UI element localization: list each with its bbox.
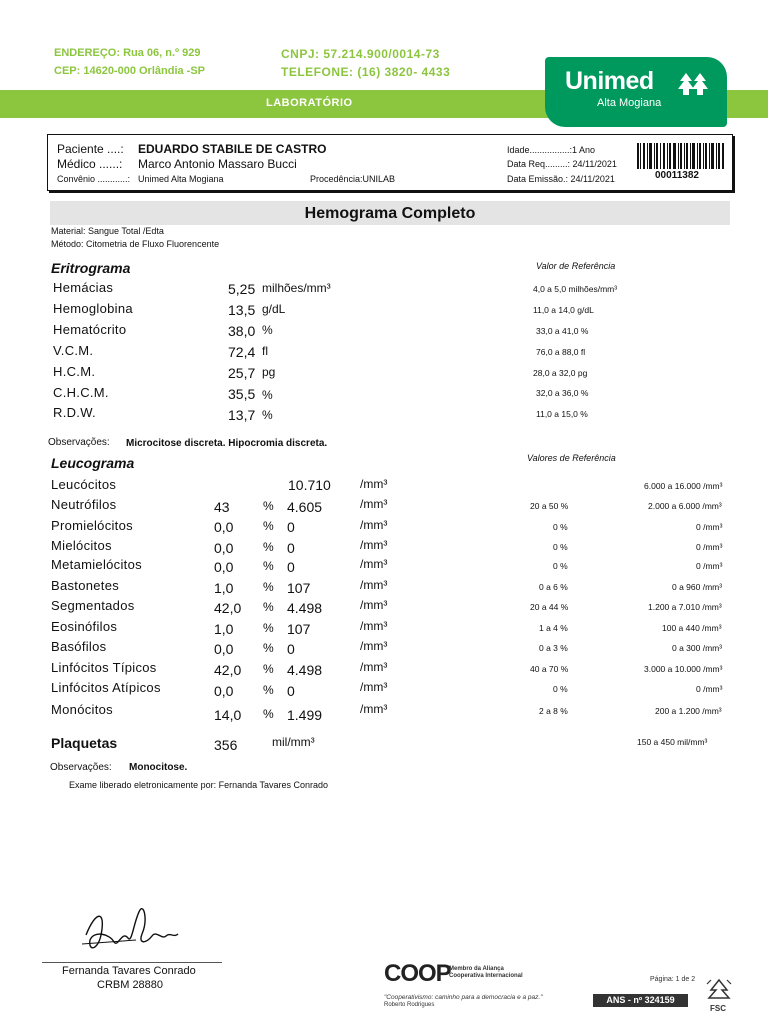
leuco-ref-pct: 0 % xyxy=(553,542,568,552)
leuco-ref-pct: 20 a 44 % xyxy=(530,602,569,612)
leuco-abs: 0 xyxy=(287,519,295,535)
cep-label: CEP: xyxy=(54,65,81,77)
insurance-value: Unimed Alta Mogiana xyxy=(138,174,224,184)
leuco-pct: 43 xyxy=(214,499,230,515)
fsc-tree-icon xyxy=(705,978,733,1004)
eritrograma-obs-label: Observações: xyxy=(48,437,110,448)
leuco-ref-abs: 0 a 300 /mm³ xyxy=(672,643,723,653)
exam-title: Hemograma Completo xyxy=(304,205,476,222)
erit-value: 35,5 xyxy=(228,386,256,402)
leuco-pct-sign: % xyxy=(263,621,274,635)
patient-name: EDUARDO STABILE DE CASTRO xyxy=(138,142,327,156)
leuco-label: Segmentados xyxy=(51,598,135,613)
leuco-ref-abs: 0 /mm³ xyxy=(696,561,723,571)
plaquetas-value: 356 xyxy=(214,737,238,753)
leuco-ref-pct: 0 a 6 % xyxy=(539,582,568,592)
eritrograma-ref-title: Valor de Referência xyxy=(536,261,616,271)
erit-unit: pg xyxy=(262,365,276,379)
section-title: LABORATÓRIO xyxy=(266,97,353,109)
leuco-pct: 14,0 xyxy=(214,707,242,723)
leuco-ref-abs: 3.000 a 10.000 /mm³ xyxy=(644,664,723,674)
leuco-pct-sign: % xyxy=(263,707,274,721)
cnpj-value: 57.214.900/0014-73 xyxy=(323,47,440,61)
erit-ref: 33,0 a 41,0 % xyxy=(536,326,589,336)
leuco-ref-pct: 0 % xyxy=(553,561,568,571)
leuco-label: Leucócitos xyxy=(51,477,117,492)
leuco-label: Eosinófilos xyxy=(51,619,118,634)
emit-date-value: 24/11/2021 xyxy=(570,174,615,184)
cnpj-line xyxy=(281,47,440,61)
erit-label: R.D.W. xyxy=(53,405,96,420)
leuco-ref-abs: 6.000 a 16.000 /mm³ xyxy=(644,481,723,491)
exam-method: Método: Citometria de Fluxo Fluorencente xyxy=(51,239,220,249)
leuco-pct-sign: % xyxy=(263,519,274,533)
leuco-pct-sign: % xyxy=(263,662,274,676)
leuco-abs: 1.499 xyxy=(287,707,323,723)
erit-label: Hemoglobina xyxy=(53,301,133,316)
emit-date-line xyxy=(507,174,615,184)
leuco-ref-pct: 20 a 50 % xyxy=(530,501,569,511)
signer-registry: CRBM 28880 xyxy=(97,979,164,991)
origin-label: Procedência: xyxy=(310,174,363,184)
plaquetas-obs-label: Observações: xyxy=(50,762,112,773)
coop-logo: COOP xyxy=(384,960,451,987)
exam-material: Material: Sangue Total /Edta xyxy=(51,226,164,236)
cep-line xyxy=(54,65,205,77)
signature-line xyxy=(42,962,222,963)
fsc-label: FSC xyxy=(710,1004,726,1013)
leucograma-ref-title: Valores de Referência xyxy=(527,453,616,463)
leuco-pct-sign: % xyxy=(263,499,274,513)
address-line xyxy=(54,47,200,59)
leuco-pct: 1,0 xyxy=(214,580,234,596)
leuco-pct-sign: % xyxy=(263,600,274,614)
leuco-pct: 0,0 xyxy=(214,559,234,575)
leuco-unit: /mm³ xyxy=(360,518,388,532)
signer-name: Fernanda Tavares Conrado xyxy=(62,965,196,977)
leuco-ref-abs: 0 a 960 /mm³ xyxy=(672,582,723,592)
plaquetas-label: Plaquetas xyxy=(51,735,118,751)
leuco-pct: 42,0 xyxy=(214,600,242,616)
cnpj-label: CNPJ: xyxy=(281,47,320,61)
erit-unit: fl xyxy=(262,344,268,358)
leuco-label: Bastonetes xyxy=(51,578,120,593)
leuco-pct-sign: % xyxy=(263,641,274,655)
leuco-label: Basófilos xyxy=(51,639,107,654)
erit-ref: 32,0 a 36,0 % xyxy=(536,388,589,398)
leuco-pct: 42,0 xyxy=(214,662,242,678)
phone-value: (16) 3820- 4433 xyxy=(357,65,451,79)
coop-text-1: Membro da Aliança xyxy=(449,966,504,972)
leuco-pct: 0,0 xyxy=(214,540,234,556)
age-label: Idade................: xyxy=(507,145,573,155)
leuco-ref-abs: 0 /mm³ xyxy=(696,522,723,532)
leuco-ref-abs: 200 a 1.200 /mm³ xyxy=(655,706,722,716)
erit-label: Hematócrito xyxy=(53,322,127,337)
erit-ref: 11,0 a 14,0 g/dL xyxy=(533,305,594,315)
leuco-label: Monócitos xyxy=(51,702,113,717)
leuco-unit: /mm³ xyxy=(360,557,388,571)
leuco-unit: /mm³ xyxy=(360,477,388,491)
leuco-abs: 10.710 xyxy=(288,477,331,493)
address-value: Rua 06, n.º 929 xyxy=(123,47,201,59)
leuco-pct-sign: % xyxy=(263,540,274,554)
leuco-label: Linfócitos Típicos xyxy=(51,660,157,675)
barcode-number: 00011382 xyxy=(655,170,699,181)
erit-unit: g/dL xyxy=(262,302,286,316)
erit-unit: % xyxy=(262,408,273,422)
cep-value: 14620-000 Orlândia -SP xyxy=(83,65,206,77)
doctor-name: Marco Antonio Massaro Bucci xyxy=(138,157,297,171)
erit-label: C.H.C.M. xyxy=(53,385,109,400)
erit-ref: 28,0 a 32,0 pg xyxy=(533,368,588,378)
insurance-label: Convênio ............: xyxy=(57,174,131,184)
emit-date-label: Data Emissão.: xyxy=(507,174,569,184)
leuco-ref-pct: 0 % xyxy=(553,522,568,532)
leuco-unit: /mm³ xyxy=(360,578,388,592)
leuco-ref-pct: 1 a 4 % xyxy=(539,623,568,633)
leuco-ref-abs: 1.200 a 7.010 /mm³ xyxy=(648,602,722,612)
phone-label: TELEFONE: xyxy=(281,65,354,79)
leuco-unit: /mm³ xyxy=(360,497,388,511)
leuco-abs: 0 xyxy=(287,683,295,699)
coop-text-2: Cooperativa Internacional xyxy=(449,973,523,979)
origin-line xyxy=(310,174,395,184)
leuco-unit: /mm³ xyxy=(360,660,388,674)
leuco-ref-abs: 0 /mm³ xyxy=(696,684,723,694)
erit-label: V.C.M. xyxy=(53,343,94,358)
logo-name: Unimed xyxy=(565,67,654,95)
erit-unit: % xyxy=(262,388,273,402)
erit-unit: milhões/mm³ xyxy=(262,281,331,295)
leuco-ref-abs: 100 a 440 /mm³ xyxy=(662,623,722,633)
leuco-abs: 107 xyxy=(287,580,311,596)
leuco-abs: 107 xyxy=(287,621,311,637)
leuco-pct-sign: % xyxy=(263,559,274,573)
leuco-abs: 4.498 xyxy=(287,600,323,616)
erit-label: Hemácias xyxy=(53,280,114,295)
leuco-pct: 1,0 xyxy=(214,621,234,637)
req-date-value: 24/11/2021 xyxy=(572,159,617,169)
leuco-unit: /mm³ xyxy=(360,680,388,694)
unimed-tree-icon xyxy=(678,71,708,97)
erit-value: 13,7 xyxy=(228,407,256,423)
erit-value: 25,7 xyxy=(228,365,256,381)
doctor-label: Médico ......: xyxy=(57,157,123,171)
leuco-ref-pct: 2 a 8 % xyxy=(539,706,568,716)
patient-label: Paciente ....: xyxy=(57,142,124,156)
logo-subtitle: Alta Mogiana xyxy=(597,97,662,109)
req-date-line xyxy=(507,159,617,169)
age-value: 1 Ano xyxy=(572,145,596,155)
leuco-pct-sign: % xyxy=(263,683,274,697)
plaquetas-ref: 150 a 450 mil/mm³ xyxy=(637,737,708,747)
plaquetas-unit: mil/mm³ xyxy=(272,735,315,749)
leuco-unit: /mm³ xyxy=(360,538,388,552)
erit-ref: 76,0 a 88,0 fl xyxy=(536,347,586,357)
leuco-abs: 0 xyxy=(287,559,295,575)
leuco-ref-pct: 40 a 70 % xyxy=(530,664,569,674)
coop-quote: "Cooperativismo: caminho para a democracia e a paz." xyxy=(384,994,543,1001)
leuco-abs: 4.498 xyxy=(287,662,323,678)
leuco-pct: 0,0 xyxy=(214,683,234,699)
patient-row xyxy=(57,142,124,156)
leuco-unit: /mm³ xyxy=(360,702,388,716)
leuco-ref-pct: 0 a 3 % xyxy=(539,643,568,653)
exam-title-bar xyxy=(50,201,730,225)
leuco-label: Metamielócitos xyxy=(51,557,142,572)
erit-ref: 11,0 a 15,0 % xyxy=(536,409,588,419)
leuco-pct: 0,0 xyxy=(214,641,234,657)
leuco-label: Neutrófilos xyxy=(51,497,117,512)
leucograma-title: Leucograma xyxy=(51,455,135,471)
erit-value: 13,5 xyxy=(228,302,256,318)
erit-value: 72,4 xyxy=(228,344,256,360)
plaquetas-obs: Monocitose. xyxy=(129,762,188,773)
page-number: Página: 1 de 2 xyxy=(650,976,696,983)
leuco-ref-abs: 2.000 a 6.000 /mm³ xyxy=(648,501,722,511)
leuco-ref-abs: 0 /mm³ xyxy=(696,542,723,552)
leuco-abs: 0 xyxy=(287,540,295,556)
leuco-abs: 4.605 xyxy=(287,499,323,515)
leuco-unit: /mm³ xyxy=(360,619,388,633)
barcode-icon xyxy=(637,143,724,169)
coop-quote-author: Roberto Rodrigues xyxy=(384,1002,435,1008)
signature-icon xyxy=(76,900,186,960)
release-note: Exame liberado eletronicamente por: Fernanda Tavares Conrado xyxy=(69,780,328,790)
eritrograma-title: Eritrograma xyxy=(51,260,131,276)
leuco-label: Promielócitos xyxy=(51,518,133,533)
age-line xyxy=(507,145,595,155)
leuco-ref-pct: 0 % xyxy=(553,684,568,694)
leuco-unit: /mm³ xyxy=(360,598,388,612)
leuco-pct: 0,0 xyxy=(214,519,234,535)
leuco-unit: /mm³ xyxy=(360,639,388,653)
leuco-label: Linfócitos Atípicos xyxy=(51,680,161,695)
eritrograma-obs: Microcitose discreta. Hipocromia discreta. xyxy=(126,438,328,449)
phone-line xyxy=(281,65,450,79)
erit-unit: % xyxy=(262,323,273,337)
leuco-abs: 0 xyxy=(287,641,295,657)
leuco-pct-sign: % xyxy=(263,580,274,594)
req-date-label: Data Req.........: xyxy=(507,159,571,169)
address-label: ENDEREÇO: xyxy=(54,47,121,59)
erit-label: H.C.M. xyxy=(53,364,96,379)
erit-ref: 4,0 a 5,0 milhões/mm³ xyxy=(533,284,618,294)
origin-value: UNILAB xyxy=(362,174,396,184)
leuco-label: Mielócitos xyxy=(51,538,112,553)
erit-value: 5,25 xyxy=(228,281,256,297)
erit-value: 38,0 xyxy=(228,323,256,339)
unimed-logo xyxy=(545,57,727,127)
ans-badge: ANS - nº 324159 xyxy=(593,994,688,1007)
